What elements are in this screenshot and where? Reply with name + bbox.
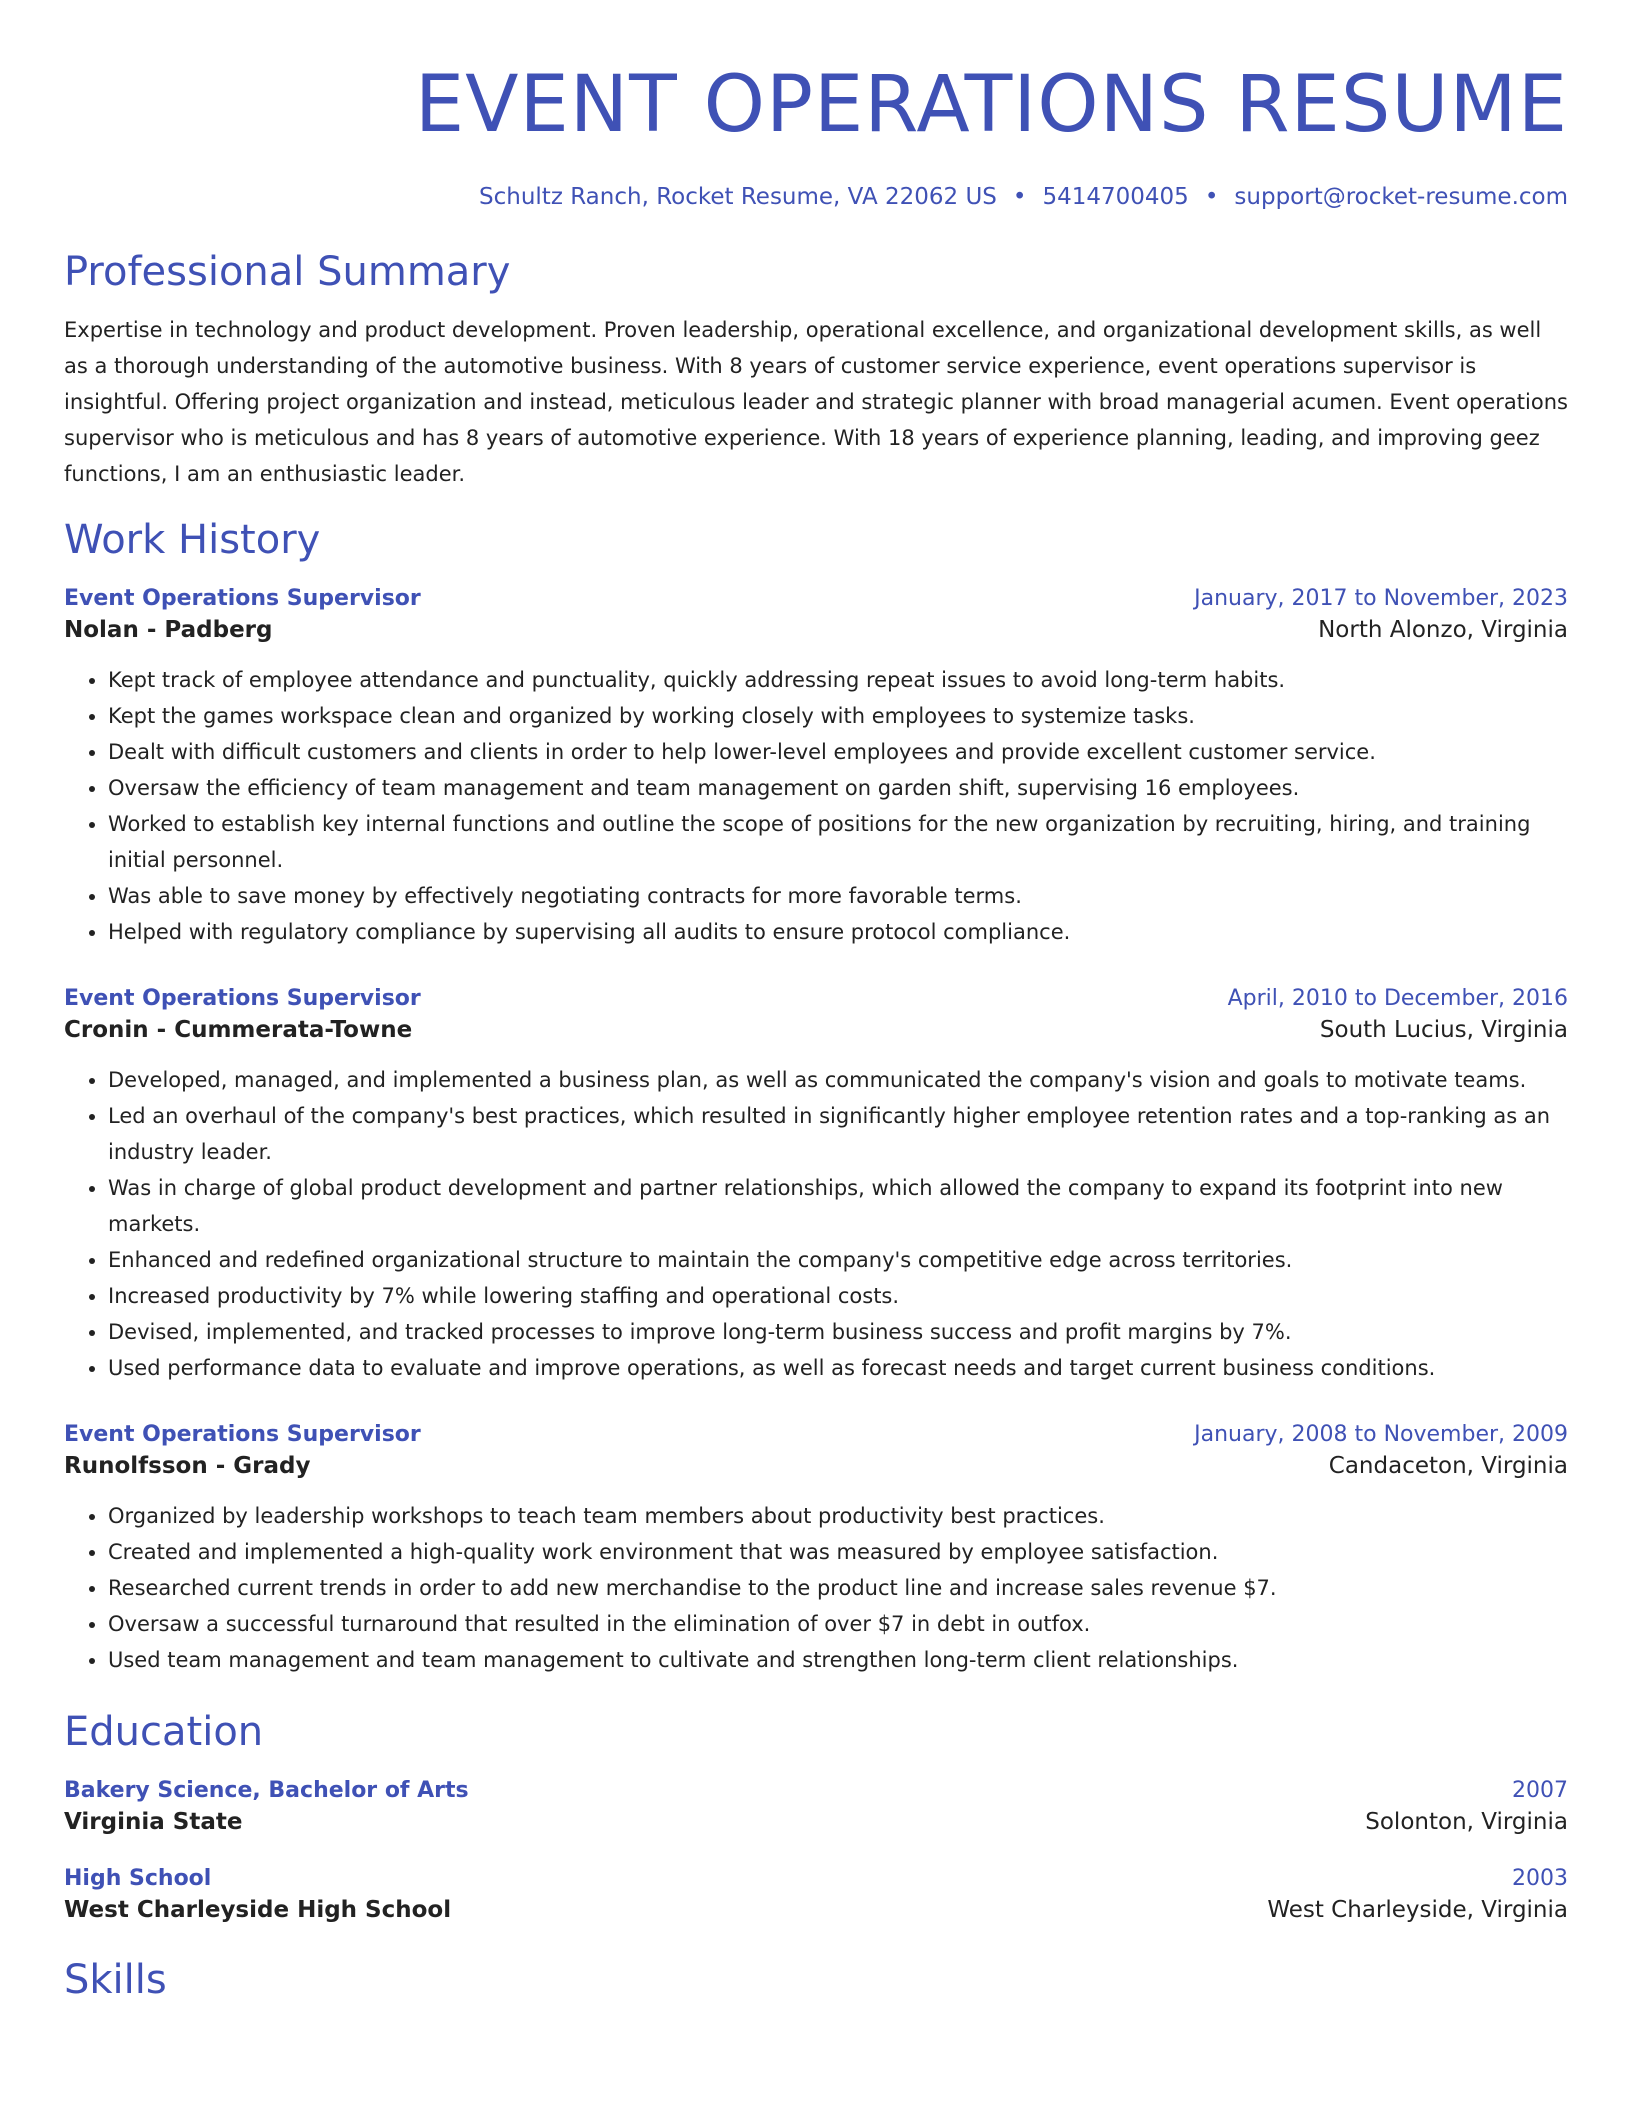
job-bullet: • Organized by leadership workshops to teach team members about productivity best practices. [108, 1498, 1568, 1534]
job-location: North Alonzo, Virginia [1318, 617, 1568, 643]
education-degree-row [64, 1776, 1568, 1806]
contact-address: Schultz Ranch, Rocket Resume, VA 22062 US [479, 184, 997, 210]
contact-separator: • [1012, 184, 1027, 210]
education-location: West Charleyside, Virginia [1267, 1897, 1568, 1923]
education-year: 2007 [1512, 1778, 1568, 1803]
job-bullet-list [64, 662, 1568, 950]
job-company: Cronin - Cummerata-Towne [64, 1017, 413, 1043]
job-bullet: • Used team management and team management to cultivate and strengthen long-term client relationships. [108, 1642, 1568, 1678]
job-bullet: • Worked to establish key internal functions and outline the scope of positions for the new organization by recruiting, hiring, and training initial personnel. [108, 806, 1568, 878]
summary-text: Expertise in technology and product development. Proven leadership, operational excellence, and organizational development skills, as well as a thorough understanding of the automotive business. With 8 years of customer service experience, event operations supervisor is insightful. Offering project organization and instead, meticulous leader and strategic planner with broad managerial acumen. Event operations supervisor who is meticulous and has 8 years of automotive experience. With 18 years of experience planning, leading, and improving geez functions, I am an enthusiastic leader. [64, 318, 1568, 486]
job-company-row [64, 1450, 1568, 1482]
education-entry [64, 1864, 1568, 1926]
job-entry [64, 1420, 1568, 1678]
job-title: Event Operations Supervisor [64, 586, 421, 611]
education-degree-row [64, 1864, 1568, 1894]
job-dates: January, 2008 to November, 2009 [1194, 1422, 1568, 1447]
job-bullet: • Increased productivity by 7% while lowering staffing and operational costs. [108, 1278, 1568, 1314]
job-company-row [64, 614, 1568, 646]
education-school-row [64, 1806, 1568, 1838]
job-bullet: • Devised, implemented, and tracked processes to improve long-term business success and profit margins by 7%. [108, 1314, 1568, 1350]
education-degree: High School [64, 1866, 212, 1891]
job-bullet: • Developed, managed, and implemented a business plan, as well as communicated the company's vision and goals to motivate teams. [108, 1062, 1568, 1098]
education-school-row [64, 1894, 1568, 1926]
job-entry [64, 984, 1568, 1386]
education-degree: Bakery Science, Bachelor of Arts [64, 1778, 469, 1803]
contact-email[interactable]: support@rocket-resume.com [1234, 184, 1568, 210]
job-bullet: • Dealt with difficult customers and clients in order to help lower-level employees and provide excellent customer service. [108, 734, 1568, 770]
job-location: South Lucius, Virginia [1319, 1017, 1568, 1043]
job-company-row [64, 1014, 1568, 1046]
education-school: Virginia State [64, 1809, 243, 1835]
job-bullet-list [64, 1062, 1568, 1386]
education-location: Solonton, Virginia [1365, 1809, 1568, 1835]
resume-title: EVENT OPERATIONS RESUME [414, 60, 1568, 150]
education-school: West Charleyside High School [64, 1897, 452, 1923]
job-bullet: • Was able to save money by effectively negotiating contracts for more favorable terms. [108, 878, 1568, 914]
contact-separator: • [1204, 184, 1219, 210]
job-bullet: • Kept the games workspace clean and organized by working closely with employees to systemize tasks. [108, 698, 1568, 734]
contact-line [64, 182, 1568, 212]
job-bullet: • Was in charge of global product development and partner relationships, which allowed the company to expand its footprint into new markets. [108, 1170, 1568, 1242]
job-bullet: • Researched current trends in order to add new merchandise to the product line and increase sales revenue $7. [108, 1570, 1568, 1606]
contact-phone: 5414700405 [1042, 184, 1189, 210]
job-header-row [64, 584, 1568, 614]
job-header-row [64, 984, 1568, 1014]
education-heading: Education [64, 1709, 264, 1755]
job-entry [64, 584, 1568, 950]
job-title: Event Operations Supervisor [64, 1422, 421, 1447]
job-bullet: • Led an overhaul of the company's best practices, which resulted in significantly higher employee retention rates and a top-ranking as an industry leader. [108, 1098, 1568, 1170]
job-dates: April, 2010 to December, 2016 [1227, 986, 1568, 1011]
job-bullet-list [64, 1498, 1568, 1678]
job-bullet: • Created and implemented a high-quality work environment that was measured by employee satisfaction. [108, 1534, 1568, 1570]
resume-page [64, 0, 1568, 2004]
job-bullet: • Oversaw the efficiency of team management and team management on garden shift, supervising 16 employees. [108, 770, 1568, 806]
summary-heading: Professional Summary [64, 249, 511, 295]
job-header-row [64, 1420, 1568, 1450]
job-bullet: • Used performance data to evaluate and improve operations, as well as forecast needs and target current business conditions. [108, 1350, 1568, 1386]
education-year: 2003 [1512, 1866, 1568, 1891]
job-dates: January, 2017 to November, 2023 [1194, 586, 1568, 611]
job-bullet: • Enhanced and redefined organizational structure to maintain the company's competitive edge across territories. [108, 1242, 1568, 1278]
job-title: Event Operations Supervisor [64, 986, 421, 1011]
education-entry [64, 1776, 1568, 1838]
job-company: Nolan - Padberg [64, 617, 273, 643]
job-bullet: • Helped with regulatory compliance by supervising all audits to ensure protocol compliance. [108, 914, 1568, 950]
job-bullet: • Kept track of employee attendance and punctuality, quickly addressing repeat issues to avoid long-term habits. [108, 662, 1568, 698]
work-history-heading: Work History [64, 517, 321, 563]
skills-heading: Skills [64, 1957, 167, 2003]
job-location: Candaceton, Virginia [1328, 1453, 1568, 1479]
job-bullet: • Oversaw a successful turnaround that resulted in the elimination of over $7 in debt in outfox. [108, 1606, 1568, 1642]
job-company: Runolfsson - Grady [64, 1453, 311, 1479]
